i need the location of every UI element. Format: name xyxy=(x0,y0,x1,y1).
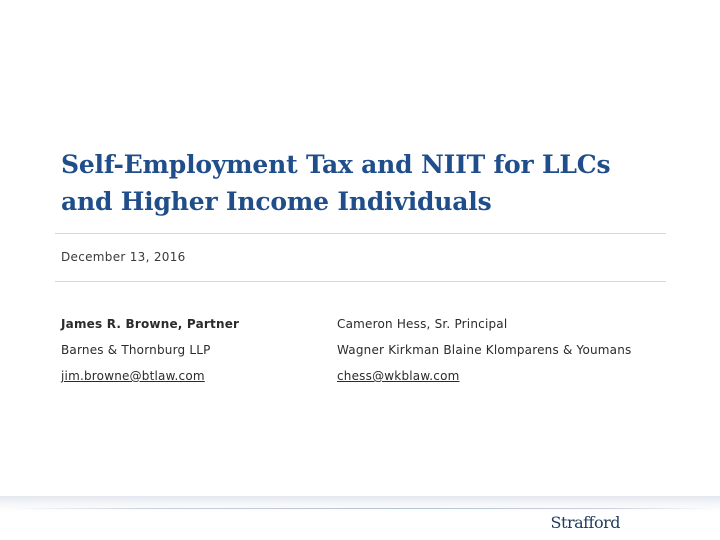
presenter-name: Cameron Hess, Sr. Principal xyxy=(337,317,508,331)
presenter-firm: Wagner Kirkman Blaine Klomparens & Youmans xyxy=(337,343,632,357)
footer-divider xyxy=(0,508,720,509)
strafford-logo: Strafford xyxy=(550,513,620,532)
slide-title-line-1: Self-Employment Tax and NIIT for LLCs xyxy=(61,150,611,179)
presenter-email-link[interactable]: jim.browne@btlaw.com xyxy=(61,369,205,383)
presenter-email-link[interactable]: chess@wkblaw.com xyxy=(337,369,460,383)
slide-title xyxy=(61,146,681,220)
footer-shadow xyxy=(0,496,720,512)
presenter-block-1 xyxy=(61,315,239,393)
presenter-name: James R. Browne, Partner xyxy=(61,317,240,331)
presentation-date: December 13, 2016 xyxy=(61,250,186,264)
presenter-firm: Barnes & Thornburg LLP xyxy=(61,343,211,357)
presenter-block-2 xyxy=(337,315,632,393)
divider-top xyxy=(55,233,666,234)
slide-title-line-2: and Higher Income Individuals xyxy=(61,187,492,216)
divider-bottom xyxy=(55,281,666,282)
